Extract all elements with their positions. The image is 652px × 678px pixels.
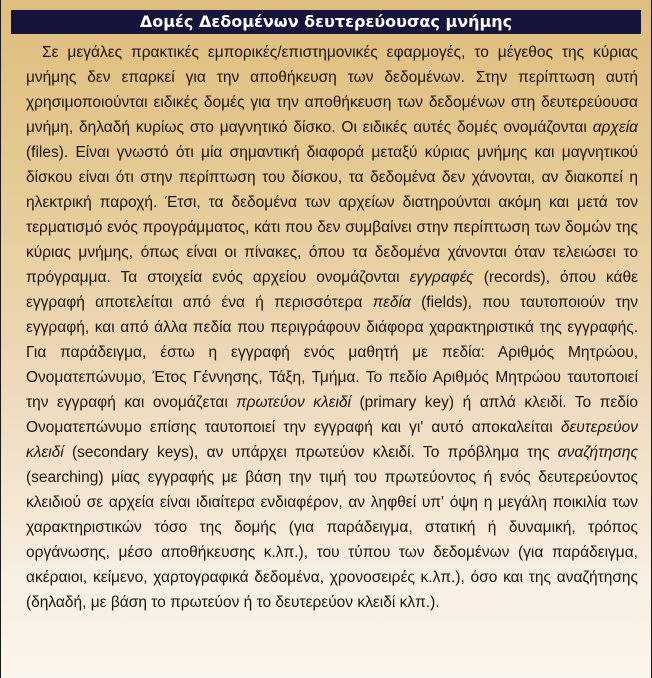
term-files: αρχεία bbox=[592, 119, 638, 136]
text-segment: (searching) μίας εγγραφής με βάση την τιμή του πρωτεύοντος ή ενός δευτερεύοντος κλειδιού σε αρχεία είναι ιδιαίτερα ενδιαφέρον, αν ληφθεί υπ' όψη η μεγάλη ποικιλία των χαρακτηριστικών τόσο της δομής (για παράδειγμα, στατική ή δυναμική, τρόπος οργάνωσης, μέσο αποθήκευσης κ.λπ.), του τύπου των δεδομένων (για παράδειγμα, ακέραιοι, κείμενο, χαρτογραφικά δεδομένα, χρονοσειρές κ.λπ.), όσο και της αναζήτησης (δηλαδή, με βάση το πρωτεύον ή το δευτερεύον κλειδί κλπ.). bbox=[26, 469, 638, 611]
term-searching: αναζήτησης bbox=[557, 444, 638, 461]
text-segment: (fields), που ταυτοποιούν την εγγραφή, και από άλλα πεδία που περιγράφουν διάφορα χαρακτηριστικά της εγγραφής. Για παράδειγμα, έστω η εγγραφή ενός μαθητή με πεδία: Αριθμός Μητρώου, Ονοματεπώνυμο, Έτος Γέννησης, Τάξη, Τμήμα. Το πεδίο Αριθμός Μητρώου ταυτοποιεί την εγγραφή και ονομάζεται bbox=[26, 294, 638, 411]
text-segment: Σε μεγάλες πρακτικές εμπορικές/επιστημονικές εφαρμογές, το μέγεθος της κύριας μνήμης δεν επαρκεί για την αποθήκευση των δεδομένων. Στην περίπτωση αυτή χρησιμοποιούνται ειδικές δομές για την αποθήκευση των δεδομένων στη δευτερεύουσα μνήμη, δηλαδή κυρίως στο μαγνητικό δίσκο. Οι ειδικές αυτές δομές ονομάζονται bbox=[26, 44, 638, 136]
text-segment: (records), όπου κάθε εγγραφή αποτελείται από ένα ή περισσότερα bbox=[26, 269, 639, 311]
text-segment: (secondary keys), αν υπάρχει πρωτεύον κλειδί. Το πρόβλημα της bbox=[63, 444, 558, 461]
text-segment: (primary key) ή απλά κλειδί. Το πεδίο Ονοματεπώνυμο επίσης ταυτοποιεί την εγγραφή και γι' αυτό αποκαλείται bbox=[26, 394, 638, 436]
term-primary-key: πρωτεύον κλειδί bbox=[236, 394, 351, 411]
term-fields: πεδία bbox=[372, 294, 411, 311]
text-segment: (files). Είναι γνωστό ότι μία σημαντική διαφορά μεταξύ κύριας μνήμης και μαγνητικού δίσκου είναι ότι στην περίπτωση του δίσκου, τα δεδομένα δεν χάνονται, αν διακοπεί η ηλεκτρική παροχή. Έτσι, τα δεδομένα των αρχείων διατηρούνται ακόμη και μετά τον τερματισμό ενός προγράμματος, κάτι που δεν συμβαίνει στην περίπτωση των δομών της κύριας μνήμης, όπως είναι οι πίνακες, όπου τα δεδομένα χάνονται όταν τελειώσει το πρόγραμμα. Τα στοιχεία ενός αρχείου ονομάζονται bbox=[26, 144, 638, 286]
term-secondary-key: δευτερεύον κλειδί bbox=[26, 419, 638, 461]
page-title: Δομές Δεδομένων δευτερεύουσας μνήμης bbox=[11, 10, 641, 34]
body-paragraph bbox=[26, 40, 638, 615]
term-records: εγγραφές bbox=[409, 269, 474, 286]
